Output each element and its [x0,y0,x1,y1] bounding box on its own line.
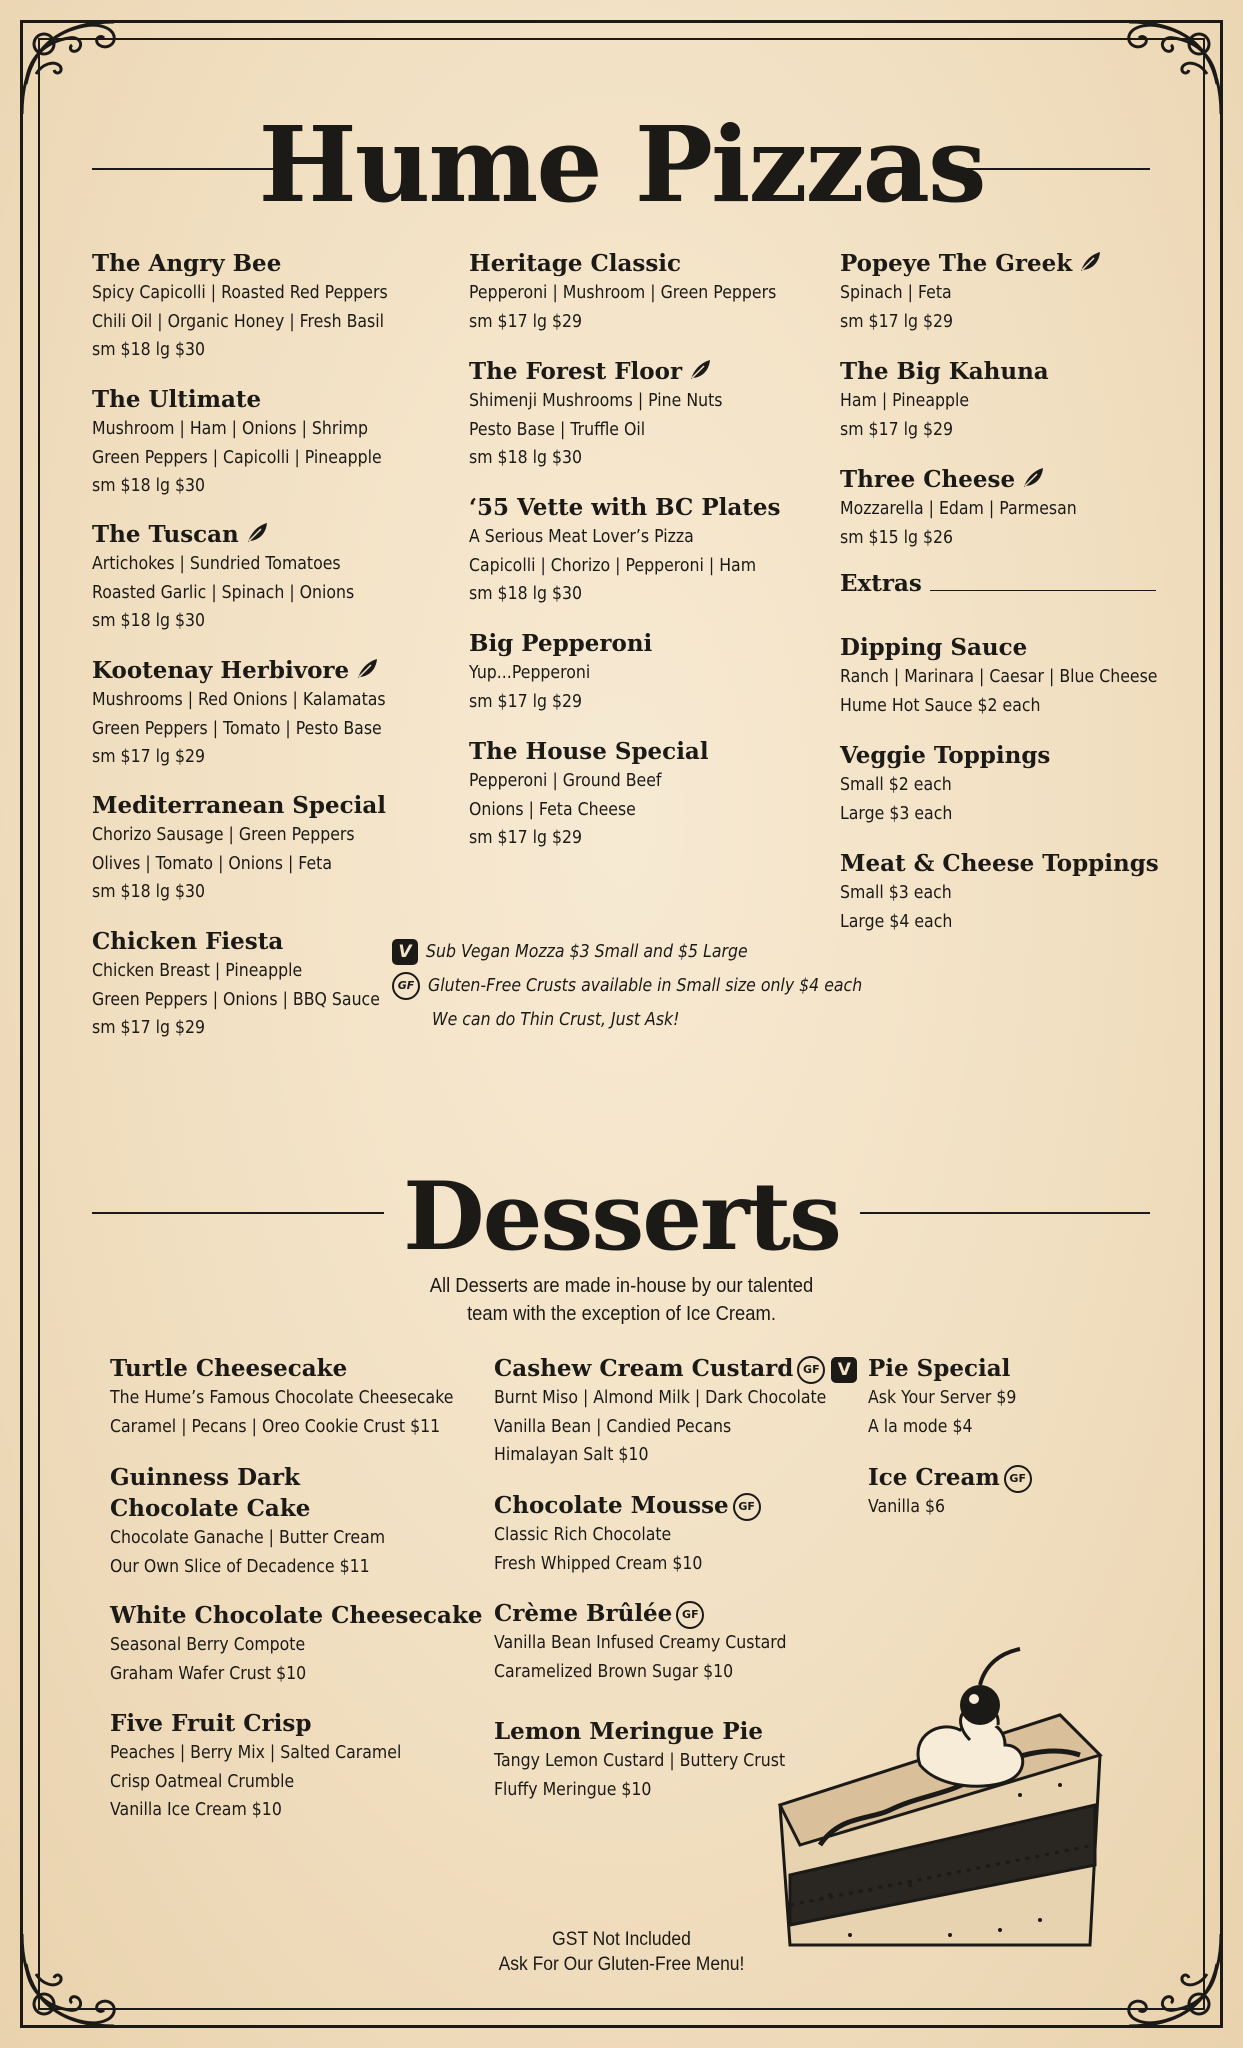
pizza-item [92,384,414,501]
extra-name: Meat & Cheese Toppings [840,850,1159,877]
pizza-description: sm $18 lg $30 [469,448,583,468]
dessert-name: White Chocolate Cheesecake [110,1602,483,1629]
dessert-description: Peaches | Berry Mix | Salted Caramel [110,1743,402,1763]
dessert-description: Himalayan Salt $10 [494,1445,649,1465]
extra-description: Small $3 each [840,883,952,903]
extras-rule [930,590,1156,591]
dessert-name: Cashew Cream Custard GF V [494,1353,863,1384]
pizza-name: Three Cheese [840,464,1103,495]
pizza-name: Kootenay Herbivore [92,655,418,686]
dessert-item [494,1490,761,1578]
vegan-badge-icon: V [831,1357,857,1383]
pizza-description: sm $18 lg $30 [92,476,206,496]
pizza-description: sm $17 lg $29 [92,747,206,767]
pizza-description: A Serious Meat Lover’s Pizza [469,527,694,547]
leaf-icon [355,657,379,681]
pizza-name: The Tuscan [92,519,383,550]
extra-name: Dipping Sauce [840,634,1028,661]
pizza-item [469,736,709,853]
dessert-item [494,1353,863,1470]
dessert-description: Caramelized Brown Sugar $10 [494,1661,734,1682]
dessert-description: Ask Your Server $9 [868,1388,1017,1408]
pizza-description: Shimenji Mushrooms | Pine Nuts [469,391,723,411]
extra-item [840,740,1050,828]
pizza-description: sm $18 lg $30 [92,882,206,902]
dessert-description: Burnt Miso | Almond Milk | Dark Chocolate [494,1388,827,1408]
pizza-description: sm $17 lg $29 [469,828,583,848]
dessert-item [110,1600,483,1688]
pizza-item [92,519,383,636]
dessert-description: The Hume’s Famous Chocolate Cheesecake [110,1388,454,1408]
dessert-item [110,1353,492,1441]
vegan-note: V Sub Vegan Mozza $3 Small and $5 Large [392,935,910,969]
dessert-item [110,1708,434,1825]
pizza-description: Pepperoni | Mushroom | Green Peppers [469,283,777,303]
desserts-title: Desserts [403,1162,840,1272]
pizza-description: sm $18 lg $30 [469,584,583,604]
pizza-name: ‘55 Vette with BC Plates [469,494,781,521]
pizza-notes [392,935,910,1037]
dessert-description: Vanilla Bean Infused Creamy Custard [494,1633,787,1653]
pizza-description: Artichokes | Sundried Tomatoes [92,554,341,574]
pizza-description: Chorizo Sausage | Green Peppers [92,825,355,845]
dessert-description: Fluffy Meringue $10 [494,1779,652,1800]
dessert-description: Classic Rich Chocolate [494,1525,672,1545]
dessert-description: Vanilla Bean | Candied Pecans [494,1416,732,1437]
dessert-description: Seasonal Berry Compote [110,1635,306,1655]
gluten-free-badge-icon: GF [733,1493,761,1521]
dessert-name: Chocolate Cake [110,1495,311,1522]
page-title: Hume Pizzas [258,103,985,226]
pizza-description: Spinach | Feta [840,283,952,303]
pizza-description: Mozzarella | Edam | Parmesan [840,499,1077,519]
pizza-description: Mushroom | Ham | Onions | Shrimp [92,419,369,439]
gluten-free-badge-icon: GF [797,1356,825,1384]
pizza-name: The Ultimate [92,386,262,413]
pizza-name: Big Pepperoni [469,630,653,657]
pizza-description: Olives | Tomato | Onions | Feta [92,853,333,874]
pizza-name: The Forest Floor [469,356,751,387]
dessert-description: Vanilla Ice Cream $10 [110,1800,282,1820]
dessert-item [868,1353,1033,1441]
thin-crust-note: We can do Thin Crust, Just Ask! [432,1010,680,1030]
pizza-description: sm $17 lg $29 [92,1018,206,1038]
pizza-description: sm $17 lg $29 [840,419,954,440]
pizza-item [92,926,412,1043]
desserts-intro: All Desserts are made in-house by our talented team with the exception of Ice Cream. [429,1275,814,1325]
pizza-description: Green Peppers | Onions | BBQ Sauce [92,989,380,1010]
dessert-item [110,1462,416,1581]
gluten-free-badge-icon: GF [392,972,420,1000]
cake-slice-illustration [760,1645,1120,1975]
pizza-description: Ham | Pineapple [840,391,970,411]
pizza-name: The Big Kahuna [840,358,1049,385]
dessert-description: Our Own Slice of Decadence $11 [110,1556,370,1577]
pizza-name: Chicken Fiesta [92,928,284,955]
pizza-name: Heritage Classic [469,250,682,277]
extra-description: Large $4 each [840,911,953,932]
pizza-item [92,248,421,365]
pizza-name: The Angry Bee [92,250,282,277]
pizza-name: The House Special [469,738,709,765]
extra-item [840,848,1159,936]
pizza-description: Onions | Feta Cheese [469,799,636,820]
pizza-item [469,248,810,336]
extra-item [840,632,1193,720]
gluten-free-menu-note: Ask For Our Gluten-Free Menu! [498,1954,745,1975]
pizza-item [840,248,1102,336]
pizza-description: sm $18 lg $30 [92,611,206,631]
dessert-description: Graham Wafer Crust $10 [110,1663,307,1684]
dessert-description: Tangy Lemon Custard | Buttery Crust [494,1751,786,1771]
dessert-description: Caramel | Pecans | Oreo Cookie Crust $11 [110,1416,441,1437]
dessert-name: Guinness Dark [110,1464,300,1491]
pizza-description: sm $17 lg $29 [469,311,583,332]
extras-heading: Extras [840,570,922,597]
dessert-name: Ice Cream GF [868,1462,1032,1493]
pizza-item [469,628,652,716]
pizza-item [840,356,1049,444]
pizza-item [92,790,386,907]
dessert-name: Five Fruit Crisp [110,1710,312,1737]
pizza-name: Mediterranean Special [92,792,387,819]
pizza-description: Spicy Capicolli | Roasted Red Peppers [92,283,388,303]
dessert-name: Chocolate Mousse GF [494,1490,761,1521]
dessert-item [868,1462,1032,1522]
dessert-name: Pie Special [868,1355,1011,1382]
vegan-badge-icon: V [392,939,418,965]
pizza-description: Pesto Base | Truffle Oil [469,419,646,440]
pizza-description: Green Peppers | Capicolli | Pineapple [92,447,382,468]
extra-description: Large $3 each [840,803,953,824]
dessert-name: Lemon Meringue Pie [494,1718,763,1745]
gst-note: GST Not Included [552,1929,691,1950]
pizza-name: Popeye The Greek [840,248,1102,279]
pizza-description: sm $18 lg $30 [92,340,206,360]
pizza-item [469,492,788,609]
gluten-free-badge-icon: GF [1004,1465,1032,1493]
pizza-description: sm $17 lg $29 [840,311,954,332]
dessert-name: Crème Brûlée GF [494,1598,819,1629]
leaf-icon [1078,250,1102,274]
extra-description: Hume Hot Sauce $2 each [840,695,1041,716]
extra-description: Ranch | Marinara | Caesar | Blue Cheese [840,667,1158,687]
dessert-description: Fresh Whipped Cream $10 [494,1553,703,1574]
dessert-description: A la mode $4 [868,1416,973,1437]
pizza-description: sm $17 lg $29 [469,691,583,712]
dessert-description: Chocolate Ganache | Butter Cream [110,1528,386,1548]
gluten-free-badge-icon: GF [676,1601,704,1629]
pizza-description: Roasted Garlic | Spinach | Onions [92,582,355,603]
pizza-description: sm $15 lg $26 [840,527,954,548]
extra-description: Small $2 each [840,775,952,795]
gluten-free-note: GF Gluten-Free Crusts available in Small size only $4 each [392,969,910,1003]
leaf-icon [1021,466,1045,490]
pizza-item [840,464,1103,552]
pizza-description: Mushrooms | Red Onions | Kalamatas [92,690,386,710]
pizza-description: Pepperoni | Ground Beef [469,771,662,791]
pizza-item [469,356,751,473]
pizza-item [92,655,418,772]
pizza-description: Chicken Breast | Pineapple [92,961,303,981]
pizza-description: Green Peppers | Tomato | Pesto Base [92,718,382,739]
leaf-icon [688,358,712,382]
dessert-description: Vanilla $6 [868,1497,946,1517]
footer [50,1927,1194,1977]
pizza-description: Chili Oil | Organic Honey | Fresh Basil [92,311,384,332]
dessert-description: Crisp Oatmeal Crumble [110,1771,295,1792]
pizza-description: Capicolli | Chorizo | Pepperoni | Ham [469,555,757,576]
dessert-name: Turtle Cheesecake [110,1355,348,1382]
pizza-description: Yup...Pepperoni [469,663,591,683]
leaf-icon [245,521,269,545]
extra-name: Veggie Toppings [840,742,1051,769]
